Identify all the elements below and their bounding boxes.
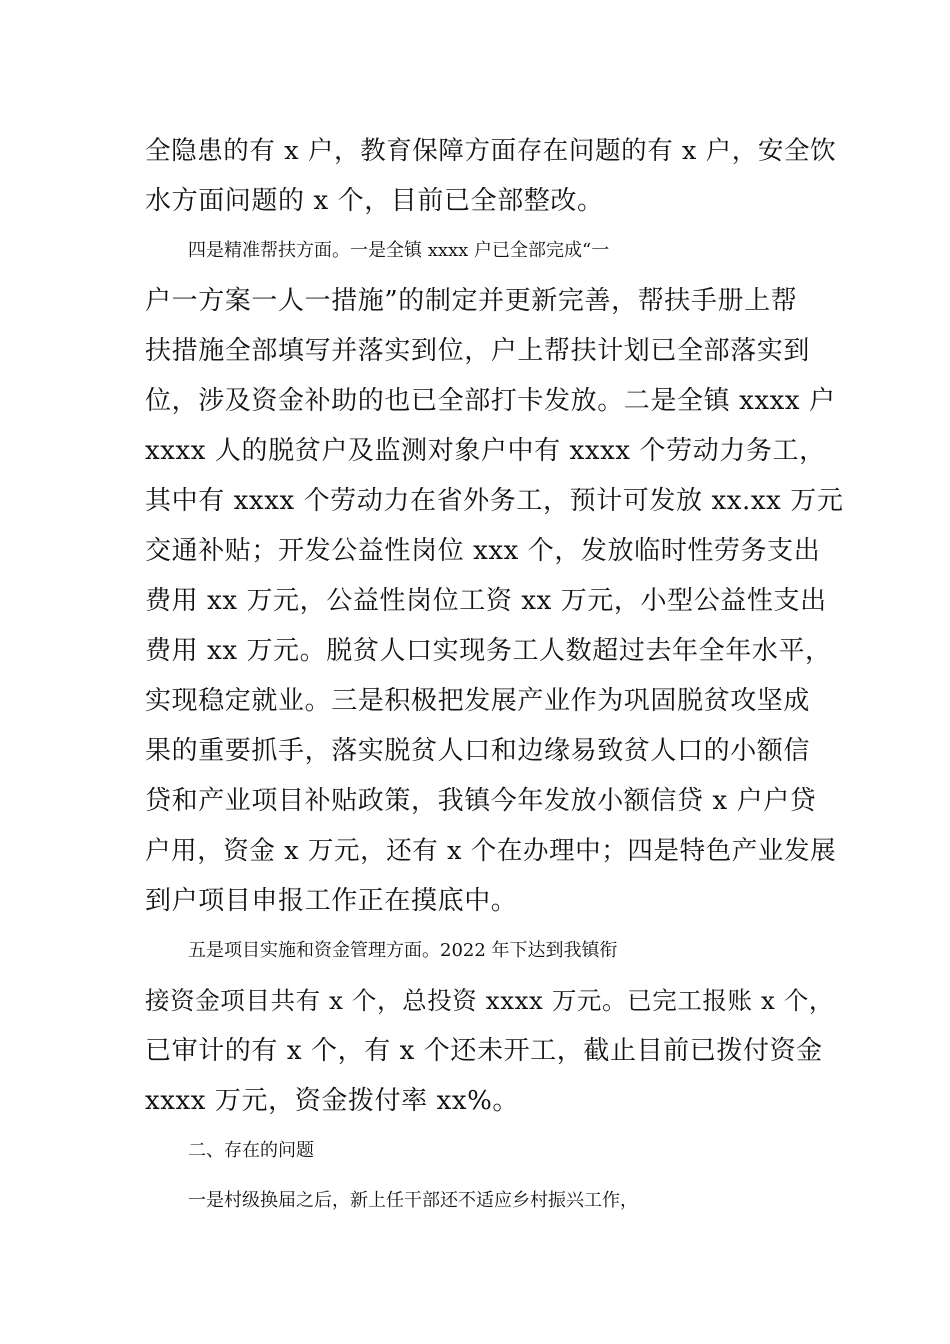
text-line-22: 一是村级换届之后，新上任干部还不适应乡村振兴工作， [188,1190,638,1211]
text-line-3: 四是精准帮扶方面。一是全镇 xxxx 户已全部完成“一 [188,240,610,261]
text-line-11: 费用 xx 万元。脱贫人口实现务工人数超过去年全年水平， [145,636,832,666]
text-line-17: 五是项目实施和资金管理方面。2022 年下达到我镇衔 [188,940,618,961]
text-line-8: 其中有 xxxx 个劳动力在省外务工，预计可发放 xx.xx 万元 [145,486,844,516]
text-line-7: xxxx 人的脱贫户及监测对象户中有 xxxx 个劳动力务工， [145,436,826,466]
text-line-14: 贷和产业项目补贴政策，我镇今年发放小额信贷 x 户户贷 [145,786,817,816]
section-heading: 二、存在的问题 [188,1140,314,1161]
text-line-4: 户一方案一人一措施”的制定并更新完善，帮扶手册上帮 [145,286,798,316]
text-line-2: 水方面问题的 x 个，目前已全部整改。 [145,186,604,216]
text-line-10: 费用 xx 万元，公益性岗位工资 xx 万元，小型公益性支出 [145,586,827,616]
text-line-12: 实现稳定就业。三是积极把发展产业作为巩固脱贫攻坚成 [145,686,811,716]
text-line-1: 全隐患的有 x 户，教育保障方面存在问题的有 x 户，安全饮 [145,136,837,166]
text-line-19: 已审计的有 x 个，有 x 个还未开工，截止目前已拨付资金 [145,1036,823,1066]
text-line-6: 位，涉及资金补助的也已全部打卡发放。二是全镇 xxxx 户 [145,386,836,416]
text-line-20: xxxx 万元，资金拨付率 xx%。 [145,1086,520,1116]
text-line-16: 到户项目申报工作正在摸底中。 [145,886,518,916]
text-line-5: 扶措施全部填写并落实到位，户上帮扶计划已全部落实到 [145,336,811,366]
text-line-18: 接资金项目共有 x 个，总投资 xxxx 万元。已完工报账 x 个， [145,986,835,1015]
text-line-9: 交通补贴；开发公益性岗位 xxx 个，发放临时性劳务支出 [145,536,821,566]
text-line-13: 果的重要抓手，落实脱贫人口和边缘易致贫人口的小额信 [145,736,811,766]
text-line-15: 户用，资金 x 万元，还有 x 个在办理中；四是特色产业发展 [145,836,837,866]
